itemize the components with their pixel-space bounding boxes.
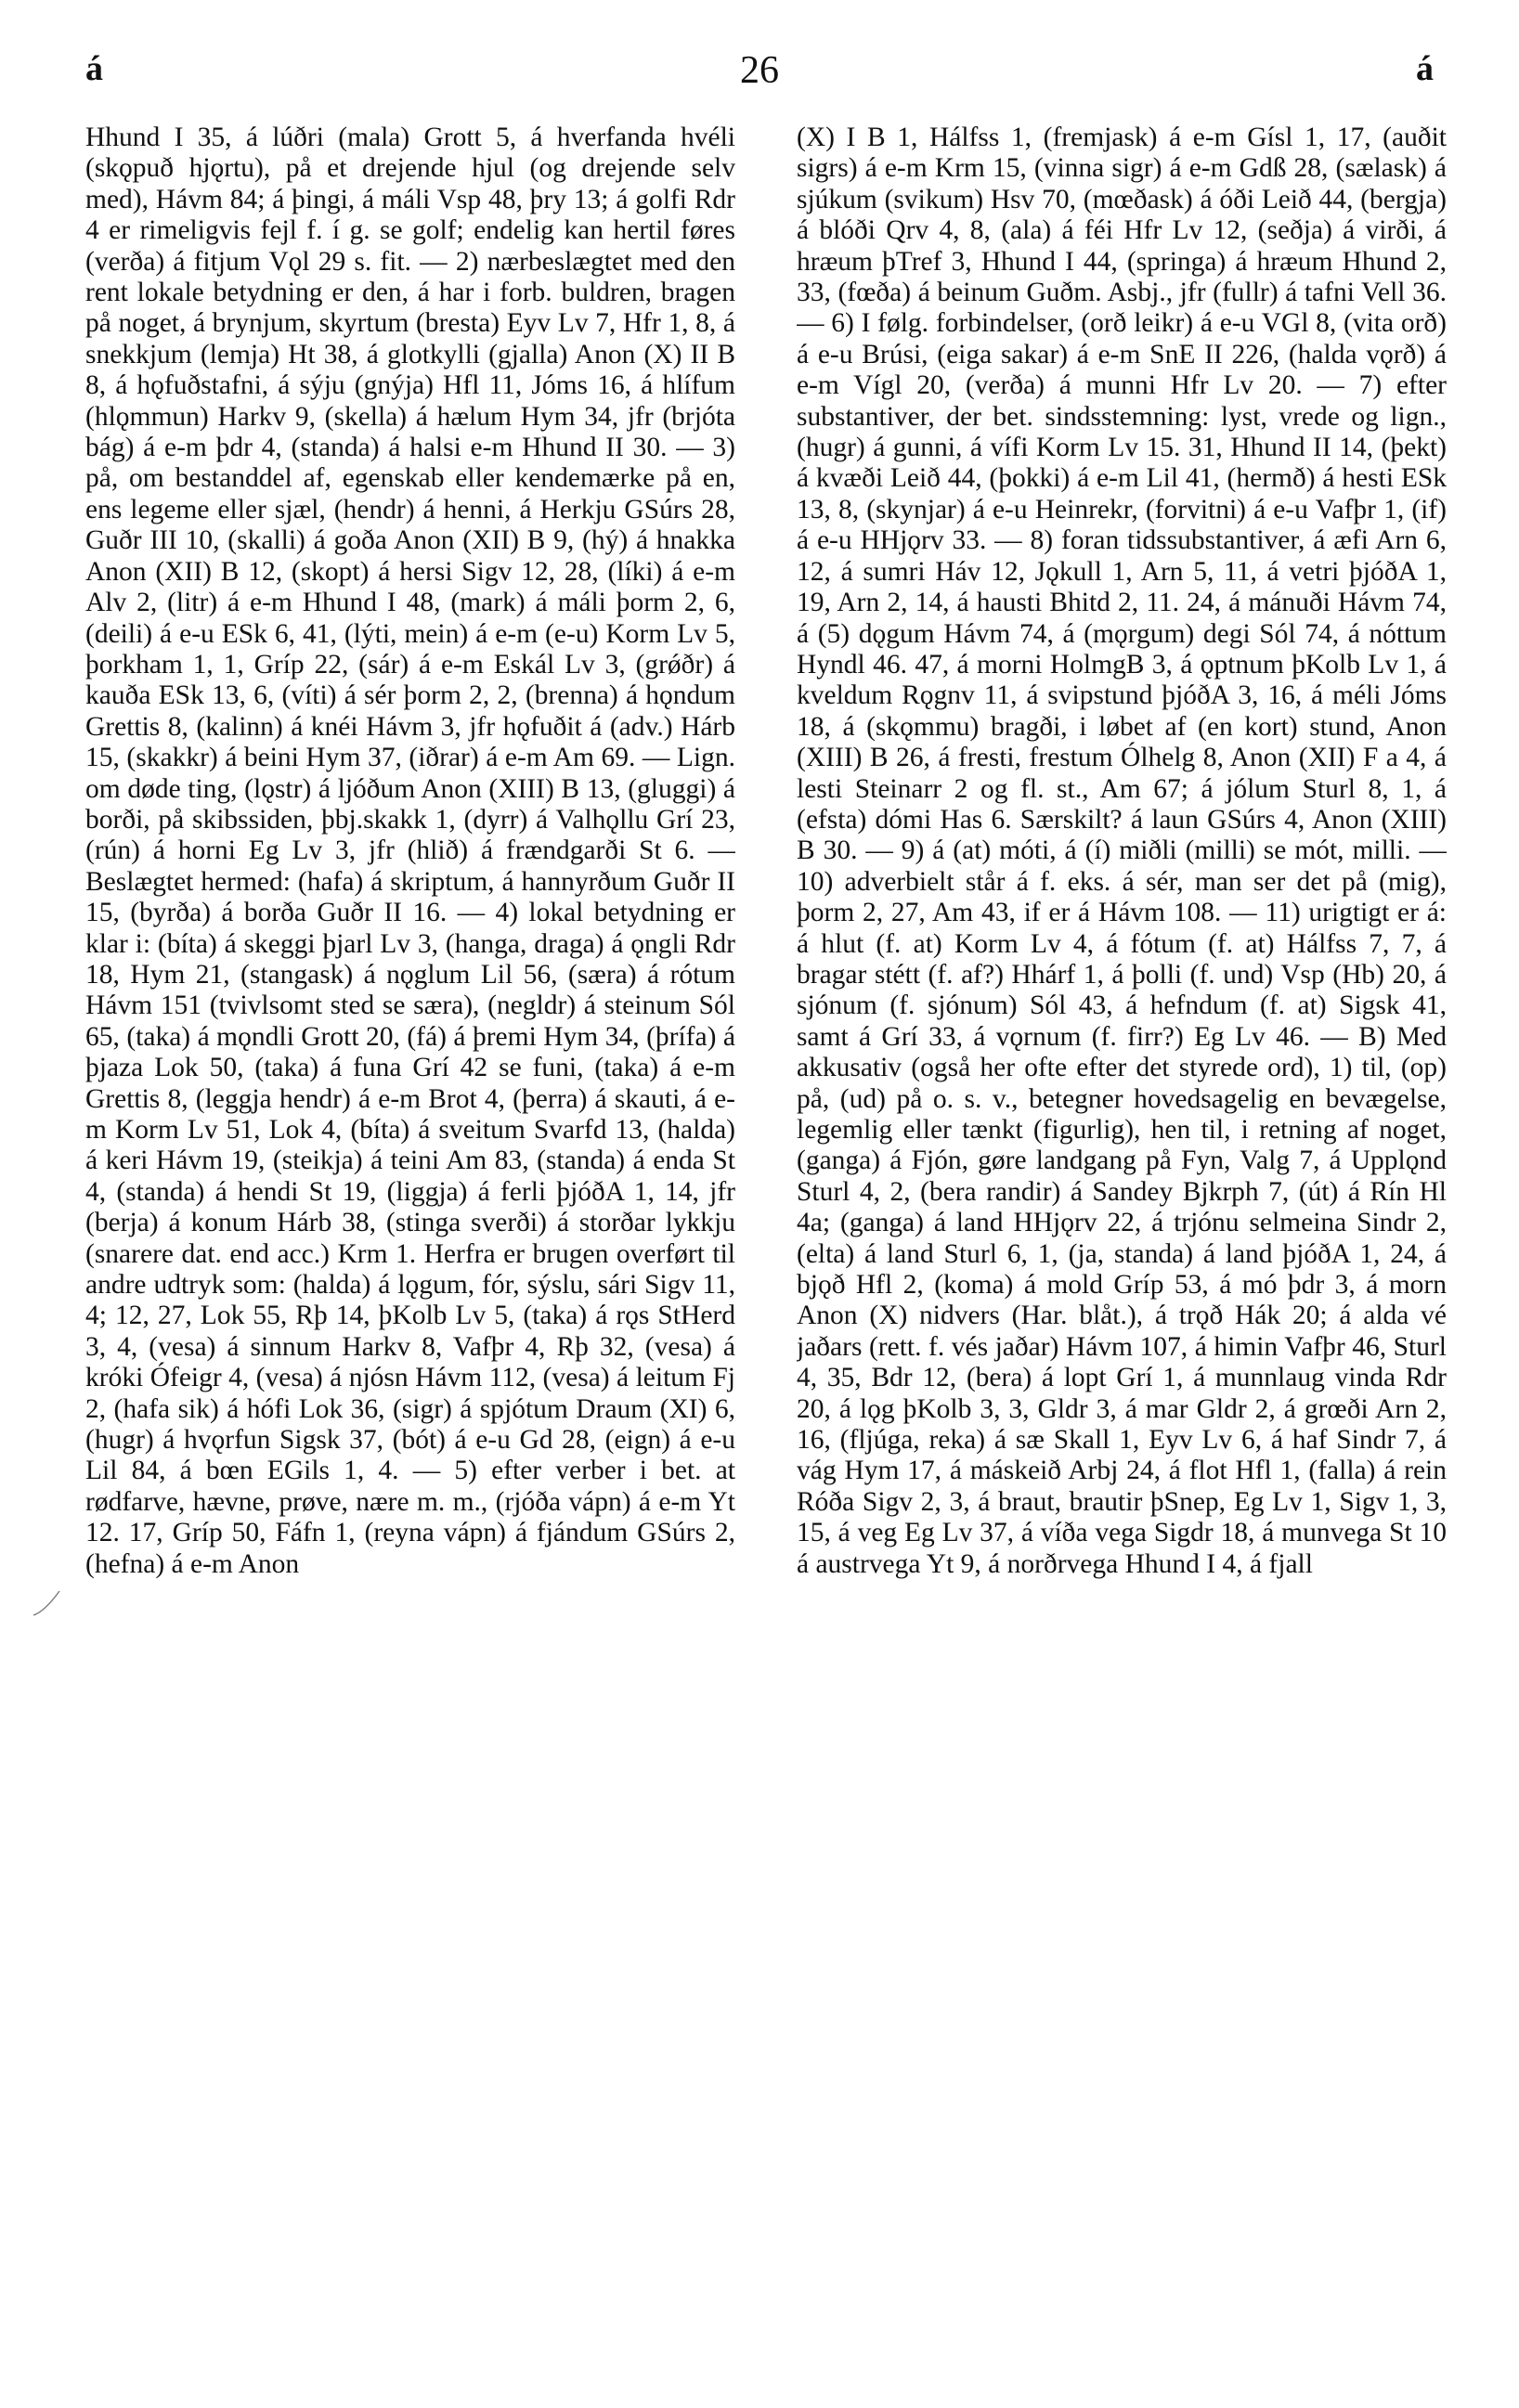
left-column-text: Hhund I 35, á lúðri (mala) Grott 5, á hverfanda hvéli (skǫpuð hjǫrtu), på et drejende hjul (og drejende selv med), Hávm 84; á þingi, á máli Vsp 48, þry 13; á golfi Rdr 4 er rimeligvis fejl f. í g. se golf; endelig kan hertil føres (verða) á fitjum Vǫl 29 s. fit. — 2) nærbeslægtet med den rent lokale betydning er den, á har i forb. buldren, bragen på noget, á brynjum, skyrtum (bresta) Eyv Lv 7, Hfr 1, 8, á snekkjum (lemja) Ht 38, á glotkylli (gjalla) Anon (X) II B 8, á hǫfuðstafni, á sýju (gnýja) Hfl 11, Jóms 16, á hlífum (hlǫmmun) Harkv 9, (skella) á hælum Hym 34, jfr (brjóta bág) á e-m þdr 4, (standa) á halsi e-m Hhund II 30. — 3) på, om bestanddel af, egenskab eller kendemærke på en, ens legeme eller sjæl, (hendr) á henni, á Herkju GSúrs 28, Guðr III 10, (skalli) á goða Anon (XII) B 9, (hý) á hnakka Anon (XII) B 12, (skopt) á hersi Sigv 12, 28, (líki) á e-m Alv 2, (litr) á e-m Hhund I 48, (mark) á máli þorm 2, 6, (deili) á e-u ESk 6, 41, (lýti, mein) á e-m (e-u) Korm Lv 5, þorkham 1, 1, Gríp 22, (sár) á e-m Eskál Lv 3, (grǿðr) á kauða ESk 13, 6, (víti) á sér þorm 2, 2, (brenna) á hǫndum Grettis 8, (kalinn) á knéi Hávm 3, jfr hǫfuðit á (adv.) Hárb 15, (skakkr) á beini Hym 37, (iðrar) á e-m Am 69. — Lign. om døde ting, (lǫstr) á ljóðum Anon (XIII) B 13, (gluggi) á borði, på skibssiden, þbj.skakk 1, (dyrr) á Valhǫllu Grí 23, (rún) á horni Eg Lv 3, jfr (hlið) á frændgarði St 6. — Beslægtet hermed: (hafa) á skriptum, á hannyrðum Guðr II 15, (byrða) á borða Guðr II 16. — 4) lokal betydning er klar i: (bíta) á skeggi þjarl Lv 3, (hanga, draga) á ǫngli Rdr 18, Hym 21, (stangask) á nǫglum Lil 56, (særa) á rótum Hávm 151 (tvivlsomt sted se særa), (negldr) á steinum Sól 65, (taka) á mǫndli Grott 20, (fá) á þremi Hym 34, (þrífa) á þjaza Lok 50, (taka) á funa Grí 42 se funi, (taka) á e-m Grettis 8, (leggja hendr) á e-m Brot 4, (þerra) á skauti, á e-m Korm Lv 51, Lok 4, (bíta) á sveitum Svarfd 13, (halda) á keri Hávm 19, (steikja) á teini Am 83, (standa) á enda St 4, (standa) á hendi St 19, (liggja) á ferli þjóðA 1, 14, jfr (berja) á konum Hárb 38, (stinga sverði) á storðar lykkju (snarere dat. end acc.) Krm 1. Herfra er brugen overført til andre udtryk som: (halda) á lǫgum, fór, sýslu, sári Sigv 11, 4; 12, 27, Lok 55, Rþ 14, þKolb Lv 5, (taka) á rǫs StHerd 3, 4, (vesa) á sinnum Harkv 8, Vafþr 4, Rþ 32, (vesa) á króki Ófeigr 4, (vesa) á njósn Hávm 112, (vesa) á leitum Fj 2, (hafa sik) á hófi Lok 36, (sigr) á spjótum Draum (XI) 6, (hugr) á hvǫrfun Sigsk 37, (bót) á e-u Gd 28, (eign) á e-u Lil 84, á bœn EGils 1, 4. — 5) efter verber i bet. at rødfarve, hævne, prøve, nære m. m., (rjóða vápn) á e-m Yt 12. 17, Gríp 50, Fáfn 1, (reyna vápn) á fjándum GSúrs 2, (hefna) á e-m Anon: [85, 123, 735, 1579]
page-header: [85, 48, 1434, 95]
right-column: [797, 123, 1447, 2371]
right-running-headword: á: [1416, 49, 1434, 88]
left-running-headword: á: [85, 49, 103, 88]
page-number: 26: [740, 49, 779, 92]
text-columns: [85, 123, 1447, 2371]
left-column: [85, 123, 735, 2371]
pencil-margin-mark: [32, 1587, 63, 1619]
right-column-text: (X) I B 1, Hálfss 1, (fremjask) á e-m Gísl 1, 17, (auðit sigrs) á e-m Krm 15, (vinna sigr) á e-m Gdß 28, (sælask) á sjúkum (svikum) Hsv 70, (mœðask) á óði Leið 44, (bergja) á blóði Qrv 4, 8, (ala) á féi Hfr Lv 12, (seðja) á virði, á hræum þTref 3, Hhund I 44, (springa) á hræum Hhund 2, 33, (fœða) á beinum Guðm. Asbj., jfr (fullr) á tafni Vell 36. — 6) I følg. forbindelser, (orð leikr) á e-u VGl 8, (vita orð) á e-u Brúsi, (eiga sakar) á e-m SnE II 226, (halda vǫrð) á e-m Vígl 20, (verða) á munni Hfr Lv 20. — 7) efter substantiver, der bet. sindsstemning: lyst, vrede og lign., (hugr) á gunni, á vífi Korm Lv 15. 31, Hhund II 14, (þekt) á kvæði Leið 44, (þokki) á e-m Lil 41, (hermð) á hesti ESk 13, 8, (skynjar) á e-u Heinrekr, (forvitni) á e-u Vafþr 1, (if) á e-u HHjǫrv 33. — 8) foran tidssubstantiver, á æfi Arn 6, 12, á sumri Háv 12, Jǫkull 1, Arn 5, 11, á vetri þjóðA 1, 19, Arn 2, 14, á hausti Bhitd 2, 11. 24, á mánuði Hávm 74, á (5) dǫgum Hávm 74, á (mǫrgum) degi Sól 74, á nóttum Hyndl 46. 47, á morni HolmgB 3, á ǫptnum þKolb Lv 1, á kveldum Rǫgnv 11, á svipstund þjóðA 3, 16, á méli Jóms 18, á (skǫmmu) bragði, i løbet af (en kort) stund, Anon (XIII) B 26, á fresti, frestum Ólhelg 8, Anon (XII) F a 4, á lesti Steinarr 2 og fl. st., Am 67; á jólum Sturl 8, 1, á (efsta) dómi Has 6. Særskilt? á laun GSúrs 4, Anon (XIII) B 30. — 9) á (at) móti, á (í) miðli (milli) se mót, milli. — 10) adverbielt står á f. eks. á sér, man ser det på (mig), þorm 2, 27, Am 43, if er á Hávm 108. — 11) urigtigt er á: á hlut (f. at) Korm Lv 4, á fótum (f. at) Hálfss 7, 7, á bragar stétt (f. af?) Hhárf 1, á þolli (f. und) Vsp (Hb) 20, á sjónum (f. sjónum) Sól 43, á hefndum (f. at) Sigsk 41, samt á Grí 33, á vǫrnum (f. firr?) Eg Lv 46. — B) Med akkusativ (også her ofte efter det styrede ord), 1) til, (op) på, (ud) på o. s. v., betegner hovedsagelig en bevægelse, legemlig eller tænkt (figurlig), hen til, i retning af noget, (ganga) á Fjón, gøre landgang på Fyn, Valg 7, á Upplǫnd Sturl 4, 2, (bera randir) á Sandey Bjkrph 7, (út) á Rín Hl 4a; (ganga) á land HHjǫrv 22, á trjónu selmeina Sindr 2, (elta) á land Sturl 6, 1, (ja, standa) á land þjóðA 1, 24, á bjǫð Hfl 2, (koma) á mold Gríp 53, á mó þdr 3, á morn Anon (X) nidvers (Har. blåt.), á trǫð Hák 20; á alda vé jaðars (rett. f. vés jaðar) Hávm 107, á himin Vafþr 46, Sturl 4, 35, Bdr 12, (bera) á lopt Grí 1, á munnlaug vinda Rdr 20, á lǫg þKolb 3, 3, Gldr 3, á mar Gldr 2, á grœði Arn 2, 16, (fljúga, reka) á sæ Skall 1, Eyv Lv 6, á haf Sindr 7, á vág Hym 17, á máskeið Arbj 24, á flot Hfl 1, (falla) á rein Róða Sigv 2, 3, á braut, brautir þSnep, Eg Lv 1, Sigv 1, 3, 15, á veg Eg Lv 37, á víða vega Sigdr 18, á munvega St 10 á austrvega Yt 9, á norðrvega Hhund I 4, á fjall: [797, 123, 1447, 1579]
